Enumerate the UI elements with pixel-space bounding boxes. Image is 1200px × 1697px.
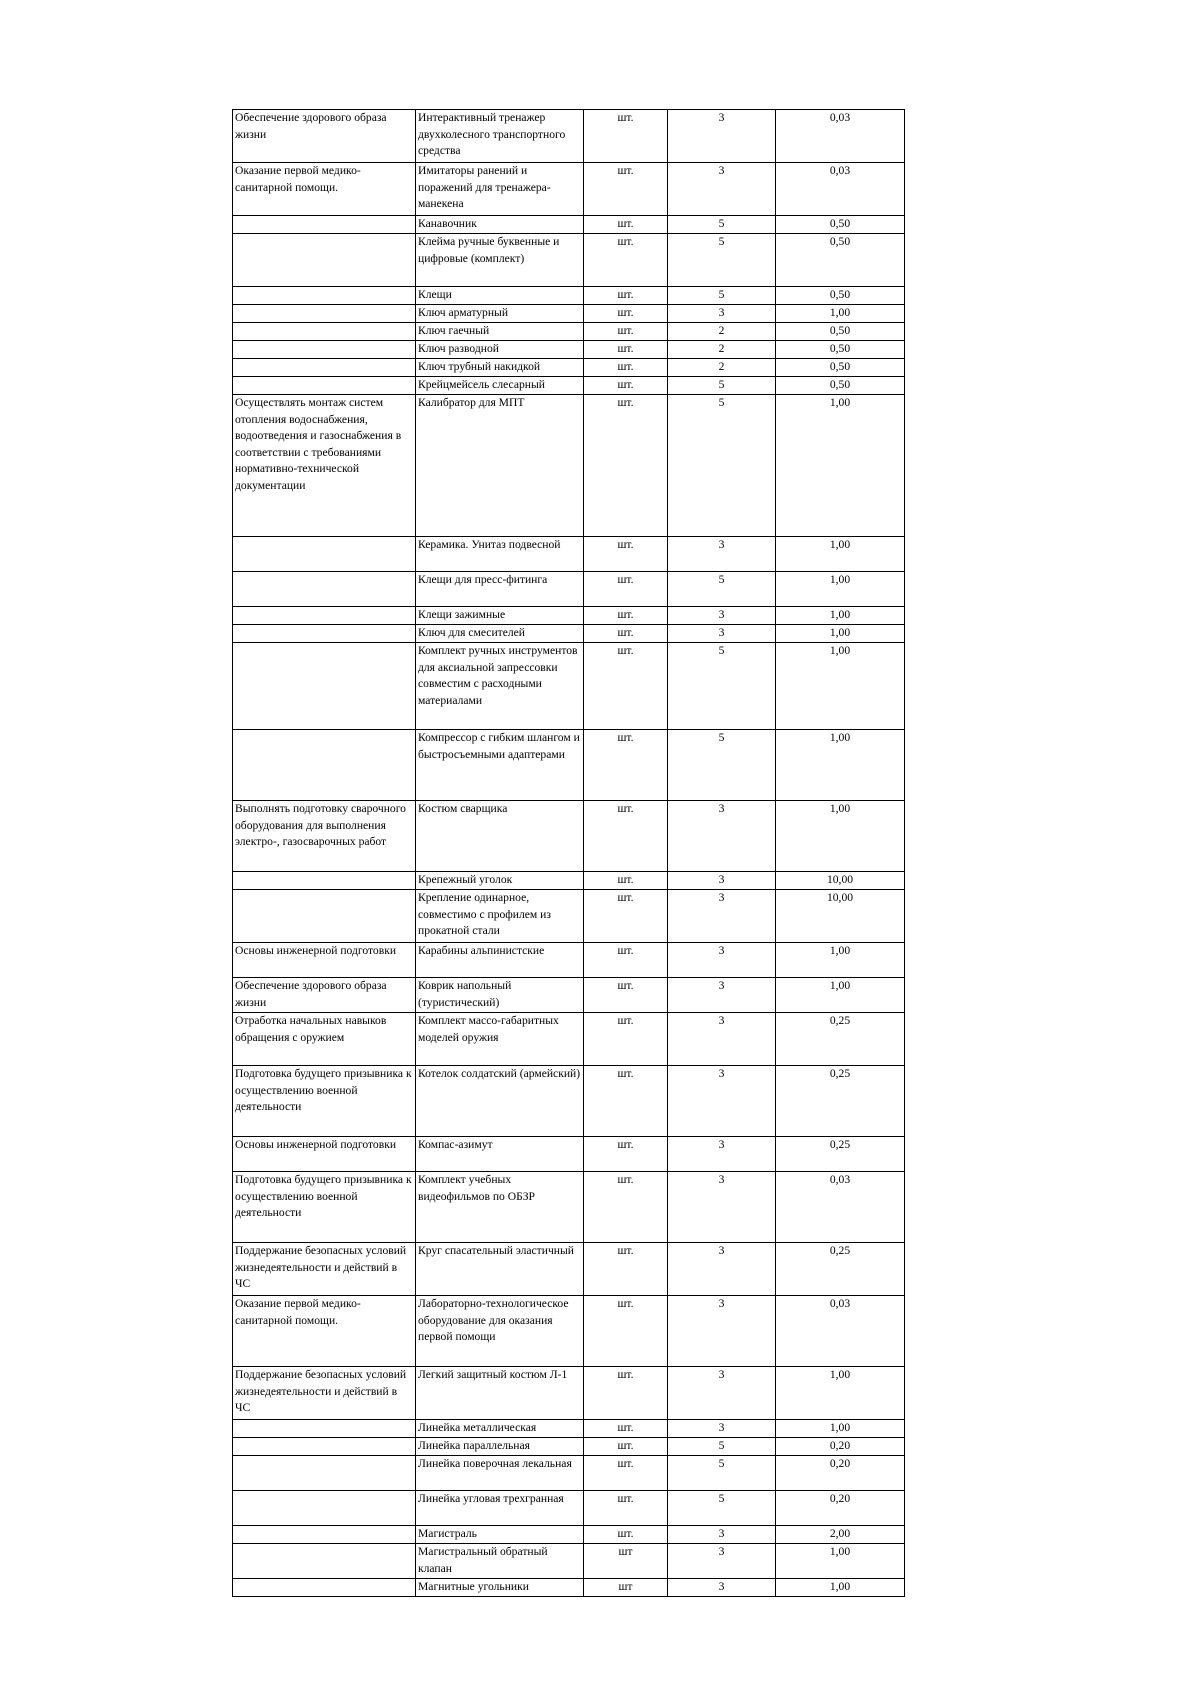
unit-cell: шт.	[584, 1172, 668, 1243]
unit-cell: шт	[584, 1544, 668, 1579]
coefficient-cell: 1,00	[776, 801, 905, 872]
coefficient-cell: 1,00	[776, 395, 905, 537]
quantity-cell: 5	[668, 287, 776, 305]
item-cell: Керамика. Унитаз подвесной	[416, 537, 584, 572]
unit-cell: шт.	[584, 643, 668, 730]
section-cell	[233, 1526, 416, 1544]
item-cell: Легкий защитный костюм Л-1	[416, 1367, 584, 1420]
item-cell: Магнитные угольники	[416, 1579, 584, 1597]
section-cell	[233, 323, 416, 341]
section-cell	[233, 1491, 416, 1526]
section-cell	[233, 234, 416, 287]
coefficient-cell: 0,03	[776, 1296, 905, 1367]
quantity-cell: 3	[668, 163, 776, 216]
item-cell: Комплект массо-габаритных моделей оружия	[416, 1013, 584, 1066]
table-row	[233, 890, 905, 943]
unit-cell: шт.	[584, 1296, 668, 1367]
quantity-cell: 5	[668, 1438, 776, 1456]
coefficient-cell: 0,50	[776, 323, 905, 341]
unit-cell: шт.	[584, 1420, 668, 1438]
quantity-cell: 5	[668, 395, 776, 537]
table-row	[233, 1066, 905, 1137]
unit-cell: шт.	[584, 572, 668, 607]
unit-cell: шт.	[584, 234, 668, 287]
section-cell: Осуществлять монтаж систем отопления водоснабжения, водоотведения и газоснабжения в соответствии с требованиями нормативно-технической документации	[233, 395, 416, 537]
unit-cell: шт.	[584, 1456, 668, 1491]
table-row	[233, 234, 905, 287]
table-row	[233, 1456, 905, 1491]
table-row	[233, 341, 905, 359]
section-cell: Подготовка будущего призывника к осуществлению военной деятельности	[233, 1172, 416, 1243]
coefficient-cell: 0,50	[776, 287, 905, 305]
table-row	[233, 1172, 905, 1243]
table-row	[233, 1137, 905, 1172]
section-cell	[233, 1579, 416, 1597]
unit-cell: шт.	[584, 216, 668, 234]
coefficient-cell: 0,25	[776, 1137, 905, 1172]
coefficient-cell: 10,00	[776, 872, 905, 890]
coefficient-cell: 0,25	[776, 1243, 905, 1296]
item-cell: Клещи зажимные	[416, 607, 584, 625]
table-row	[233, 1544, 905, 1579]
quantity-cell: 5	[668, 234, 776, 287]
coefficient-cell: 1,00	[776, 625, 905, 643]
section-cell: Оказание первой медико-санитарной помощи.	[233, 163, 416, 216]
table-row	[233, 377, 905, 395]
unit-cell: шт.	[584, 323, 668, 341]
section-cell	[233, 287, 416, 305]
coefficient-cell: 1,00	[776, 643, 905, 730]
item-cell: Линейка поверочная лекальная	[416, 1456, 584, 1491]
table-row	[233, 1013, 905, 1066]
table-row	[233, 978, 905, 1013]
section-cell: Основы инженерной подготовки	[233, 1137, 416, 1172]
table-row	[233, 607, 905, 625]
quantity-cell: 3	[668, 305, 776, 323]
table-row	[233, 801, 905, 872]
item-cell: Комплект ручных инструментов для аксиальной запрессовки совместим с расходными материалами	[416, 643, 584, 730]
quantity-cell: 3	[668, 1172, 776, 1243]
item-cell: Коврик напольный (туристический)	[416, 978, 584, 1013]
item-cell: Крепление одинарное, совместимо с профилем из прокатной стали	[416, 890, 584, 943]
unit-cell: шт.	[584, 1438, 668, 1456]
coefficient-cell: 0,03	[776, 110, 905, 163]
quantity-cell: 3	[668, 872, 776, 890]
coefficient-cell: 0,50	[776, 341, 905, 359]
unit-cell: шт.	[584, 1243, 668, 1296]
coefficient-cell: 1,00	[776, 1420, 905, 1438]
table-row	[233, 305, 905, 323]
quantity-cell: 3	[668, 1579, 776, 1597]
unit-cell: шт	[584, 1579, 668, 1597]
item-cell: Клещи для пресс-фитинга	[416, 572, 584, 607]
table-row	[233, 395, 905, 537]
section-cell	[233, 607, 416, 625]
unit-cell: шт.	[584, 625, 668, 643]
quantity-cell: 5	[668, 572, 776, 607]
coefficient-cell: 1,00	[776, 978, 905, 1013]
table-row	[233, 1438, 905, 1456]
quantity-cell: 5	[668, 1456, 776, 1491]
table-row	[233, 943, 905, 978]
coefficient-cell: 1,00	[776, 607, 905, 625]
quantity-cell: 3	[668, 978, 776, 1013]
table-row	[233, 1296, 905, 1367]
unit-cell: шт.	[584, 1526, 668, 1544]
section-cell: Отработка начальных навыков обращения с оружием	[233, 1013, 416, 1066]
item-cell: Костюм сварщика	[416, 801, 584, 872]
section-cell	[233, 1438, 416, 1456]
quantity-cell: 3	[668, 110, 776, 163]
section-cell	[233, 730, 416, 801]
unit-cell: шт.	[584, 395, 668, 537]
unit-cell: шт.	[584, 1066, 668, 1137]
table-row	[233, 1243, 905, 1296]
unit-cell: шт.	[584, 943, 668, 978]
table-row	[233, 643, 905, 730]
item-cell: Линейка параллельная	[416, 1438, 584, 1456]
item-cell: Карабины альпинистские	[416, 943, 584, 978]
unit-cell: шт.	[584, 537, 668, 572]
item-cell: Клейма ручные буквенные и цифровые (комплект)	[416, 234, 584, 287]
item-cell: Котелок солдатский (армейский)	[416, 1066, 584, 1137]
item-cell: Ключ разводной	[416, 341, 584, 359]
coefficient-cell: 1,00	[776, 305, 905, 323]
quantity-cell: 3	[668, 625, 776, 643]
quantity-cell: 2	[668, 323, 776, 341]
table-row	[233, 287, 905, 305]
table-row	[233, 537, 905, 572]
coefficient-cell: 0,20	[776, 1456, 905, 1491]
coefficient-cell: 0,20	[776, 1491, 905, 1526]
section-cell: Поддержание безопасных условий жизнедеятельности и действий в ЧС	[233, 1367, 416, 1420]
coefficient-cell: 1,00	[776, 1579, 905, 1597]
quantity-cell: 3	[668, 537, 776, 572]
coefficient-cell: 1,00	[776, 537, 905, 572]
unit-cell: шт.	[584, 1137, 668, 1172]
section-cell	[233, 572, 416, 607]
section-cell	[233, 537, 416, 572]
unit-cell: шт.	[584, 359, 668, 377]
section-cell	[233, 1456, 416, 1491]
item-cell: Клещи	[416, 287, 584, 305]
quantity-cell: 3	[668, 1526, 776, 1544]
unit-cell: шт.	[584, 305, 668, 323]
table-row	[233, 625, 905, 643]
coefficient-cell: 0,50	[776, 234, 905, 287]
quantity-cell: 3	[668, 1367, 776, 1420]
quantity-cell: 3	[668, 1013, 776, 1066]
quantity-cell: 3	[668, 1544, 776, 1579]
coefficient-cell: 2,00	[776, 1526, 905, 1544]
table-row	[233, 730, 905, 801]
table-row	[233, 359, 905, 377]
item-cell: Линейка угловая трехгранная	[416, 1491, 584, 1526]
unit-cell: шт.	[584, 377, 668, 395]
coefficient-cell: 0,03	[776, 163, 905, 216]
section-cell	[233, 625, 416, 643]
unit-cell: шт.	[584, 163, 668, 216]
coefficient-cell: 0,03	[776, 1172, 905, 1243]
table-row	[233, 323, 905, 341]
item-cell: Ключ трубный накидкой	[416, 359, 584, 377]
quantity-cell: 5	[668, 1491, 776, 1526]
quantity-cell: 3	[668, 1296, 776, 1367]
quantity-cell: 3	[668, 607, 776, 625]
table-row	[233, 1526, 905, 1544]
item-cell: Интерактивный тренажер двухколесного транспортного средства	[416, 110, 584, 163]
item-cell: Круг спасательный эластичный	[416, 1243, 584, 1296]
item-cell: Калибратор для МПТ	[416, 395, 584, 537]
section-cell	[233, 341, 416, 359]
section-cell	[233, 890, 416, 943]
item-cell: Линейка металлическая	[416, 1420, 584, 1438]
quantity-cell: 5	[668, 377, 776, 395]
item-cell: Ключ арматурный	[416, 305, 584, 323]
coefficient-cell: 1,00	[776, 1544, 905, 1579]
section-cell: Выполнять подготовку сварочного оборудования для выполнения электро-, газосварочных работ	[233, 801, 416, 872]
coefficient-cell: 0,50	[776, 216, 905, 234]
coefficient-cell: 1,00	[776, 1367, 905, 1420]
section-cell	[233, 377, 416, 395]
quantity-cell: 3	[668, 943, 776, 978]
table-row	[233, 872, 905, 890]
coefficient-cell: 0,50	[776, 377, 905, 395]
table-row	[233, 1367, 905, 1420]
coefficient-cell: 0,25	[776, 1066, 905, 1137]
section-cell	[233, 1544, 416, 1579]
quantity-cell: 2	[668, 359, 776, 377]
section-cell: Основы инженерной подготовки	[233, 943, 416, 978]
unit-cell: шт.	[584, 607, 668, 625]
item-cell: Магистраль	[416, 1526, 584, 1544]
table-row	[233, 110, 905, 163]
section-cell	[233, 359, 416, 377]
section-cell: Обеспечение здорового образа жизни	[233, 110, 416, 163]
section-cell	[233, 643, 416, 730]
coefficient-cell: 1,00	[776, 730, 905, 801]
unit-cell: шт.	[584, 341, 668, 359]
section-cell: Подготовка будущего призывника к осуществлению военной деятельности	[233, 1066, 416, 1137]
section-cell	[233, 872, 416, 890]
unit-cell: шт.	[584, 1491, 668, 1526]
item-cell: Лабораторно-технологическое оборудование для оказания первой помощи	[416, 1296, 584, 1367]
quantity-cell: 3	[668, 1420, 776, 1438]
section-cell	[233, 305, 416, 323]
table-row	[233, 163, 905, 216]
unit-cell: шт.	[584, 801, 668, 872]
quantity-cell: 3	[668, 801, 776, 872]
unit-cell: шт.	[584, 890, 668, 943]
table-row	[233, 1420, 905, 1438]
quantity-cell: 3	[668, 1243, 776, 1296]
coefficient-cell: 0,25	[776, 1013, 905, 1066]
unit-cell: шт.	[584, 978, 668, 1013]
quantity-cell: 3	[668, 1066, 776, 1137]
item-cell: Магистральный обратный клапан	[416, 1544, 584, 1579]
table-row	[233, 572, 905, 607]
item-cell: Канавочник	[416, 216, 584, 234]
item-cell: Ключ для смесителей	[416, 625, 584, 643]
coefficient-cell: 1,00	[776, 943, 905, 978]
table-row	[233, 1579, 905, 1597]
quantity-cell: 3	[668, 1137, 776, 1172]
item-cell: Компас-азимут	[416, 1137, 584, 1172]
coefficient-cell: 10,00	[776, 890, 905, 943]
item-cell: Ключ гаечный	[416, 323, 584, 341]
item-cell: Комплект учебных видеофильмов по ОБЗР	[416, 1172, 584, 1243]
item-cell: Крейцмейсель слесарный	[416, 377, 584, 395]
unit-cell: шт.	[584, 1367, 668, 1420]
quantity-cell: 3	[668, 890, 776, 943]
unit-cell: шт.	[584, 730, 668, 801]
unit-cell: шт.	[584, 287, 668, 305]
quantity-cell: 5	[668, 643, 776, 730]
quantity-cell: 2	[668, 341, 776, 359]
unit-cell: шт.	[584, 110, 668, 163]
unit-cell: шт.	[584, 1013, 668, 1066]
quantity-cell: 5	[668, 216, 776, 234]
section-cell: Поддержание безопасных условий жизнедеятельности и действий в ЧС	[233, 1243, 416, 1296]
section-cell	[233, 1420, 416, 1438]
coefficient-cell: 1,00	[776, 572, 905, 607]
equipment-table	[232, 109, 905, 1597]
table-row	[233, 216, 905, 234]
table-row	[233, 1491, 905, 1526]
coefficient-cell: 0,20	[776, 1438, 905, 1456]
section-cell: Обеспечение здорового образа жизни	[233, 978, 416, 1013]
item-cell: Крепежный уголок	[416, 872, 584, 890]
section-cell: Оказание первой медико-санитарной помощи.	[233, 1296, 416, 1367]
item-cell: Имитаторы ранений и поражений для тренажера-манекена	[416, 163, 584, 216]
item-cell: Компрессор с гибким шлангом и быстросъемными адаптерами	[416, 730, 584, 801]
quantity-cell: 5	[668, 730, 776, 801]
section-cell	[233, 216, 416, 234]
unit-cell: шт.	[584, 872, 668, 890]
coefficient-cell: 0,50	[776, 359, 905, 377]
